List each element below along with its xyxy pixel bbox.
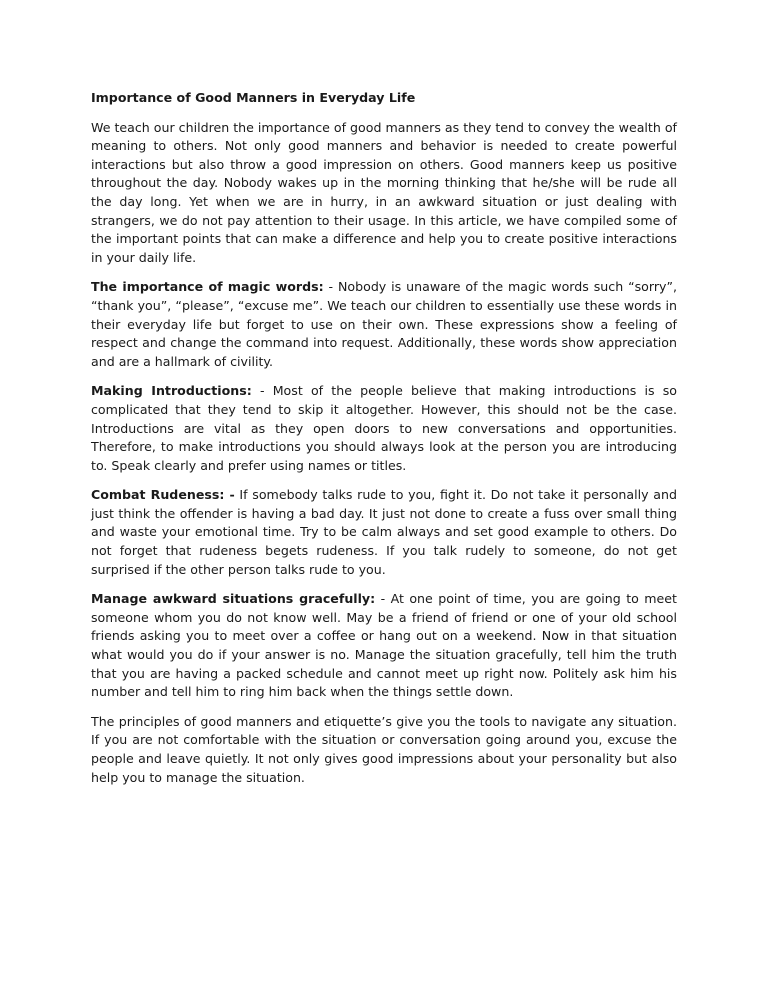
- section-heading: The importance of magic words:: [91, 279, 324, 295]
- section-magic-words: [91, 278, 677, 371]
- section-body: - At one point of time, you are going to meet someone whom you do not know well. May be a friend of friend or one of your old school friends asking you to meet over a coffee or hang out on a weekend. Now in that situation what would you do if your answer is no. Manage the situation gracefully, tell him the truth that you are having a packed schedule and cannot meet up right now. Politely ask him his number and tell him to ring him back when the things settle down.: [91, 591, 677, 700]
- conclusion-paragraph: The principles of good manners and etiquette’s give you the tools to navigate any situation. If you are not comfortable with the situation or conversation going around you, excuse the people and leave quietly. It not only gives good impressions about your personality but also help you to manage the situation.: [91, 713, 677, 785]
- section-introductions: [91, 382, 677, 475]
- document-title: Importance of Good Manners in Everyday Life: [91, 90, 416, 105]
- section-body: If somebody talks rude to you, fight it. Do not take it personally and just think the offender is having a bad day. It just not done to create a fuss over small thing and waste your emotional time. Try to be calm always and set good example to others. Do not forget that rudeness begets rudeness. If you talk rudely to someone, do not get surprised if the other person talks rude to you.: [91, 487, 677, 577]
- section-heading: Manage awkward situations gracefully:: [91, 591, 376, 607]
- section-body: - Nobody is unaware of the magic words such “sorry”, “thank you”, “please”, “excuse me”. We teach our children to essentially use these words in their everyday life but forget to use on their own. These expressions show a feeling of respect and change the command into request. Additionally, these words show appreciation and are a hallmark of civility.: [91, 279, 677, 369]
- intro-paragraph: We teach our children the importance of good manners as they tend to convey the wealth of meaning to others. Not only good manners and behavior is needed to create powerful interactions but also throw a good impression on others. Good manners keep us positive throughout the day. Nobody wakes up in the morning thinking that he/she will be rude all the day long. Yet when we are in hurry, in an awkward situation or just dealing with strangers, we do not pay attention to their usage. In this article, we have compiled some of the important points that can make a difference and help you to create positive interactions in your daily life.: [91, 119, 677, 265]
- section-combat-rudeness: [91, 486, 677, 579]
- section-body: - Most of the people believe that making introductions is so complicated that they tend to skip it altogether. However, this should not be the case. Introductions are vital as they open doors to new conversations and opportunities. Therefore, to make introductions you should always look at the person you are introducing to. Speak clearly and prefer using names or titles.: [91, 383, 677, 473]
- section-heading: Making Introductions:: [91, 383, 252, 399]
- section-awkward-situations: [91, 590, 677, 702]
- document-page: [91, 89, 677, 798]
- section-heading: Combat Rudeness: -: [91, 487, 235, 503]
